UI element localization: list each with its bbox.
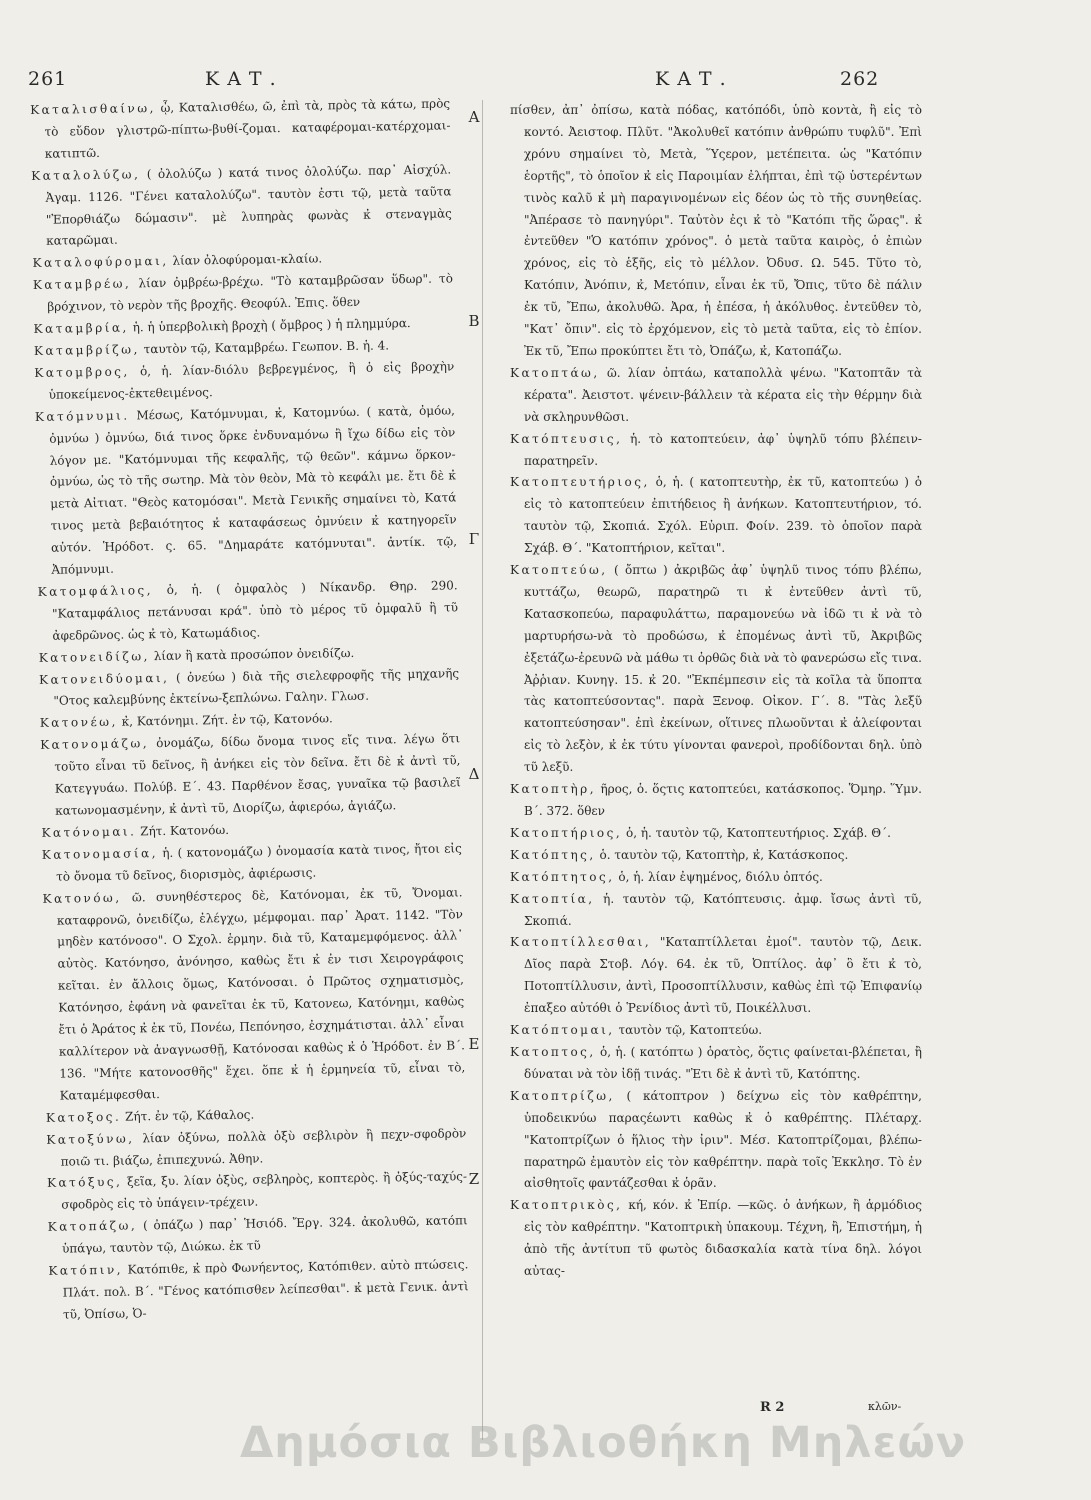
entry-headword: Κατόπτης,	[510, 847, 596, 862]
entry-definition: Μέσως, Κατόμνυμαι, κ̓, Κατομνύω. ( κατὰ, ὀμόω, ὀμνύω ) ὀμνύω, διά τινος ὅρκε ἐνδυναμόνω ἢ ἴχω δίδω εἰς τὸν λόγον με. "Κατόμνυμαι τῆς κεφαλῆς, τῷ θεῶν". κάμνω ὅρκον-ὀμνύω, ὡς τὸ τῆς σωτηρ. Μὰ τὸν θεὸν, Μὰ τὸ κεφάλι με. ἔτι δὲ κ̓ μετὰ Αἰτιατ. "Θεὸς κατομόσαι". Μετὰ Γενικῆς σημαίνει τὸ, Κατά τινος μετὰ βεβαιότητος κ̓ καταφάσεως ὀμνύειν κ̓ κατηγορεῖν αὐτόν. Ἡρόδοτ. ς. 65. "Δημαράτε κατόμνυται". ἀντίκ. τῷ, Ἀπόμνυμι.	[49, 403, 458, 577]
entry-headword: Κατοπτρίζω,	[510, 1088, 615, 1103]
dictionary-entry	[510, 560, 922, 779]
entry-headword: Καταμβρέω,	[32, 276, 132, 293]
entry-definition: ( ὀπάζω ) παρ᾽ Ἡσιόδ. Ἔργ. 324. ἀκολυθῶ, κατόπι ὑπάγω, ταυτὸν τῷ, Διώκω. ἐκ τῦ	[61, 1213, 468, 1256]
entry-headword: Κατοπτίλλεσθαι,	[510, 935, 652, 950]
entry-definition: ὁ, ἡ. ( κατόπτω ) ὁρατὸς, ὅςτις φαίνεται-βλέπεται, ἢ δύναται νὰ τὸν ἰδῇ τινάς. "Ἐτι δὲ κ̓ ἀντὶ τῦ, Κατόπτης.	[524, 1044, 922, 1081]
entry-headword: Κατονομάζω,	[40, 736, 150, 753]
entry-headword: Καταλισθαίνω,	[30, 101, 157, 117]
entry-headword: Καταμβρία,	[33, 320, 129, 337]
entry-headword: Κατονέω,	[39, 715, 118, 731]
entry-headword: Κατοξύνω,	[46, 1131, 135, 1147]
entry-headword: Κατοπτρικὸς,	[510, 1198, 623, 1213]
dictionary-entry	[510, 363, 922, 429]
entry-headword: Κατονειδύομαι,	[38, 670, 170, 687]
entry-definition: ἡ. τὸ κατοπτεύειν, ἀφ᾽ ὑψηλῦ τόπυ βλέπειν-παρατηρεῖν.	[524, 431, 922, 468]
entry-headword: Κατόπτητος,	[510, 869, 615, 884]
dictionary-entry	[33, 269, 454, 319]
entry-definition: ῶ. λίαν ὀπτάω, καταπολλὰ ψένω. "Κατοπτᾶν τὰ κέρατα". Ἀειστοτ. ψένειν-βάλλειν τὰ κέρατα εἰς τὴν θέρμην διὰ νὰ σκληρυνθῶσι.	[524, 365, 922, 424]
margin-section-letter: Β	[468, 312, 480, 330]
entry-headword: Κατόπτομαι,	[510, 1023, 615, 1038]
page-number-left: 261	[28, 68, 68, 90]
dictionary-entry	[510, 932, 922, 1020]
entry-definition: λίαν ἢ κατὰ προσώπον ὀνειδίζω.	[153, 645, 355, 663]
dictionary-entry	[510, 1020, 922, 1042]
entry-definition: ὀνομάζω, δίδω ὄνομα τινος εἴς τινα. λέγω ὅτι τοῦτο εἶναι τῦ δεῖνος, ἢ ἀνήκει εἰς τὸν δεῖνα. ἔτι δὲ κ̓ ἀντὶ τῦ, Κατεγγυάω. Πολύβ. Ε΄. 43. Παρθένον ἔσας, γυναῖκα τῷ βασιλεῖ κατωνομασμένην, κ̓ ἀντὶ τῦ, Διορίζω, ἀφιερόω, ἀγιάζω.	[54, 731, 461, 818]
entry-definition: ταυτὸν τῷ, Καταμβρέω. Γεωπον. Β. ἡ. 4.	[143, 338, 390, 357]
dictionary-entry	[48, 1210, 469, 1260]
entry-definition: ( ὀνεύω ) διὰ τῆς σιελεφροφῆς τῆς μηχανῆς "Οτος καλεμβύνης ἐκτείνω-ξεπλώνω. Γαλην. Γλωσ.	[53, 665, 460, 709]
signature-mark: R 2	[760, 1400, 785, 1415]
margin-section-letter: Γ	[468, 530, 480, 548]
dictionary-entry	[31, 159, 452, 253]
entry-headword: Κατόνομαι.	[41, 824, 137, 840]
entry-headword: Κατοπτος,	[510, 1044, 596, 1059]
dictionary-entry	[48, 1254, 469, 1326]
entry-definition: ( ὄπτω ) ἀκριβῶς ἀφ᾽ ὑψηλῦ τινος τόπυ βλέπω, κυττάζω, θεωρῶ, παρατηρῶ τι κ̓ ἐντεῦθεν ἀντὶ τῦ, Κατασκοπεύω, παραφυλάττω, παραμονεύω νὰ ἰδῶ τι κ̓ νὰ τὸ μαρτυρήσω-νὰ τὸ προδώσω, κ̓ ἐπομένως ἀντὶ τῦ, Ἀκριβῶς ἐξετάζω-ἐρευνῶ νὰ μάθω τι ὀρθῶς διὰ νὰ τὸ φανερώσω εἴς τινα. Ἀῤῥιαν. Κυνηγ. 15. κ̓ 20. "Ἐκπέμπεσιν εἰς τὰ κοῖλα τὰ ὕποπτα τὰς κατοπτεύσοντας". παρὰ Ξενοφ. Οἰκον. Γ΄. 8. "Τὰς λεξῦ κατοπτεύσησαν". ἐπὶ ἐκείνων, οἵτινες πλωοῦνται κ̓ ἀλείφονται εἰς τὸ λεξὸν, κ̓ ἐκ τύτυ γίνονται φανεροὶ, προδίδονται δηλ. ὑπὸ τῦ λεξῦ.	[524, 563, 922, 775]
entry-definition: ἡ. ἡ ὑπερβολικὴ βροχὴ ( ὄμβρος ) ἡ πλημμύρα.	[132, 316, 411, 335]
margin-section-letter: Ζ	[468, 1170, 480, 1188]
running-head-right: ΚΑΤ.	[655, 68, 734, 90]
dictionary-entry	[510, 1086, 922, 1196]
entry-definition: πίσθεν, ἀπ᾽ ὀπίσω, κατὰ πόδας, κατόπόδι, ὑπὸ κοντὰ, ἢ εἰς τὸ κοντό. Ἀειστοφ. Πλῦτ. "Ἀκολυθεῖ κατόπιν ἀνθρώπυ τυφλῦ". Ἐπὶ χρόνυ σημαίνει τὸ, Μετὰ, Ὕςερον, μετέπειτα. ὡς "Κατόπιν ἑορτῆς", τὸ ὁποῖον κ̓ εἰς Παροιμίαν ἐλήπται, ἐπὶ τῷ ὑστερέντων τινὸς καλῦ κ̓ μὴ παραγινομένων εἰς δέον ὡς τὸ τῆς συνηθείας. "Ἀπέρασε τὸ πανηγύρι". Ταὐτὸν ἐςι κ̓ τὸ "Κατόπι τῆς ὥρας". κ̓ ἐντεῦθεν "Ὁ κατόπιν χρόνος". ὁ μετὰ ταῦτα καιρὸς, ὁ ἐπιὼν χρόνος, εἰς τὸ ἑξῆς, εἰς τὸ μέλλον. Ὀδυσ. Ω. 545. Τῦτο τὸ, Κατόπιν, Ἀνόπιν, κ̓, Μετόπιν, εἶναι ἐκ τῦ, Ὄπις, τῦτο δὲ πάλιν ἐκ τῦ, Ἔπω, ἀκολυθῶ. Ἀρα, ἡ ἐπέσα, ἡ ἀκόλυθος. ἐντεῦθεν τὸ, "Κατ᾽ ὄπιν". εἰς τὸ ἐρχόμενον, εἰς τὸ μετὰ ταῦτα, εἰς τὸ ἐπίον. Ἐκ τῦ, Ἔπω προκύπτει ἔτι τὸ, Ὀπάζω, κ̓, Κατοπάζω.	[510, 103, 922, 358]
margin-section-letter: Ε	[468, 1035, 480, 1053]
dictionary-entry	[510, 429, 922, 473]
entry-definition: ( ὀλολύζω ) κατά τινος ὀλολύζω. παρ᾽ Αἰσχύλ. Ἀγαμ. 1126. "Γένει καταλολύζω". ταυτὸν ἐστι τῷ, μετὰ ταῦτα "Ἐπορθιάζω δώμασιν". μὲ λυπηρὰς φωνὰς κ̓ στεναγμὰς καταρῶμαι.	[45, 162, 452, 249]
entry-definition: ὁ, ἡ. ( ὀμφαλὸς ) Νίκανδρ. Θηρ. 290. "Καταμφάλιος πετάνυσαι κρά". ὑπὸ τὸ μέρος τῦ ὀμφαλῦ ἢ τῦ ἀφεδρῶνος. ὡς κ̓ τὸ, Κατωμάδιος.	[51, 578, 459, 643]
entry-definition: ῶ. συνηθέστερος δὲ, Κατόνομαι, ἐκ τῦ, Ὄνομαι. καταφρονῶ, ὀνειδίζω, ἐλέγχω, μέμφομαι. παρ᾽ Ἀρατ. 1142. "Τὸν μηδὲν κατόνοσο". Ο Σχολ. ἑρμην. διὰ τῦ, Καταμεμφόμενος. ἀλλ᾽ αὐτὸς. Κατόνησο, ἀνόνησο, καθὼς ἔτι κ̓ ἐν τισι Χειρογράφοις κεῖται. ἐν ἄλλοις ὅμως, Κατόνοσαι. ὁ Πρῶτος σχηματισμὸς, Κατόνησο, ἐφάνη νὰ φανεῖται ἐκ τῦ, Κατονεω, Κατόνημι, καθὼς ἔτι ὁ Ἀράτος κ̓ ἐκ τῦ, Πονέω, Πεπόνησο, ἐσχημάτισται. ἀλλ᾽ εἶναι καλλίτερον νὰ ἀναγνωσθῇ, Κατόνοσαι καθὼς κ̓ ὁ Ἡρόδοτ. ἐν Β΄. 136. "Μήτε κατονοσθῆς" ἔχει. ὅπε κ̓ ἡ ἑρμηνεία τῦ, εἶναι τὸ, Καταμέμφεσθαι.	[56, 884, 466, 1103]
entry-definition: "Καταπτίλλεται ἐμοί". ταυτὸν τῷ, Δεικ. Δῖος παρὰ Στοβ. Λόγ. 64. ἐκ τῦ, Ὀπτίλος. ἀφ᾽ ὃ ἔτι κ̓ τὸ, Ποτοπτίλλυσιν, ἀντὶ, Προσοπτίλλυσιν, καθὼς ἐπὶ τῷ Ἐπιφανίῳ ἐπαξεο αὐτόθι ὁ Ῥενίδιος ἀντὶ τῦ, Ποικέλλυσι.	[524, 935, 922, 1016]
entry-headword: Κατόμνυμι.	[34, 408, 130, 424]
dictionary-entry	[46, 1123, 467, 1173]
dictionary-entry	[510, 823, 922, 845]
margin-section-letter: Δ	[468, 765, 480, 783]
entry-definition: Ζήτ. ἐν τῷ, Κάθαλος.	[125, 1107, 255, 1124]
dictionary-entry	[510, 1195, 922, 1283]
entry-definition: ταυτὸν τῷ, Κατοπτεύω.	[618, 1023, 763, 1038]
entry-definition: ὁ. ταυτὸν τῷ, Κατοπτὴρ, κ̓, Κατάσκοπος.	[599, 847, 849, 862]
entry-headword: Κατονομασία,	[41, 845, 159, 862]
dictionary-entry	[30, 93, 451, 165]
entry-definition: ὁ, ἡ. ( κατοπτευτὴρ, ἐκ τῦ, κατοπτεύω ) ὁ εἰς τὸ κατοπτεύειν ἐπιτήδειος ἢ ἀνήκων. Κατοπτευτήριον, τό. ταυτὸν τῷ, Σκοπιά. Σχόλ. Εὐριπ. Φοίν. 239. τὸ ὁποῖον παρὰ Σχάβ. Θ΄. "Κατοπτήριον, κεῖται".	[524, 475, 922, 556]
entry-definition: ( κάτοπτρον ) δείχνω εἰς τὸν καθρέπτην, ὑποδεικνύω παραςέωντι καθὼς κ̓ ὁ καθρέπτης. Πλέταρχ. "Κατοπτρίζων ὁ ἥλιος τὴν ἰριν". Μέσ. Κατοπτρίζομαι, βλέπω-παρατηρῶ ἐμαυτὸν εἰς τὸν καθρέπτην. παρὰ τοῖς Ἐκκλησ. Τὸ ἐν αἰσθητοῖς φαντάζεσθαι κ̓ ὁρᾶν.	[524, 1088, 922, 1191]
entry-definition: κή, κόν. κ̓ Ἐπίρ. —κῶς. ὁ ἀνήκων, ἢ ἁρμόδιος εἰς τὸν καθρέπτην. "Κατοπτρικὴ ὑπακουμ. Τέχνη, ἢ, Ἐπιστήμη, ἡ ἀπὸ τῆς ἀντίτυπ τῦ φωτὸς διδασκαλία κατὰ τίνα δηλ. λόγοι αὐτας-	[524, 1198, 922, 1279]
entry-definition: ὁ, ἡ. λίαν-διόλυ βεβρεγμένος, ἢ ὁ εἰς βροχὴν ὑποκείμενος-ἐκτεθειμένος.	[48, 359, 455, 402]
entry-headword: Κατοπτὴρ,	[510, 782, 597, 797]
dictionary-entry	[40, 729, 461, 823]
entry-headword: Κατοπτήριος,	[510, 825, 623, 840]
catchword: κλῶν-	[868, 1400, 902, 1413]
entry-definition: Κατόπιθε, κ̓ πρὸ Φωνήεντος, Κατόπιθεν. αὐτὸ πτώσεις. Πλάτ. πολ. Β΄. "Γένος κατόπισθεν λείπεσθαι". κ̓ μετὰ Γενικ. ἀντὶ τῦ, Ὀπίσω, Ὀ-	[62, 1257, 469, 1322]
entry-definition: Ζήτ. Κατονόω.	[140, 822, 230, 839]
entry-headword: Κατομφάλιος,	[37, 583, 154, 599]
entry-definition: κ̓, Κατόνημι. Ζήτ. ἐν τῷ, Κατονόω.	[121, 711, 333, 730]
dictionary-entry	[47, 1167, 468, 1217]
entry-headword: Κατομβρος,	[34, 364, 130, 380]
dictionary-entry	[510, 1042, 922, 1086]
running-head-left: ΚΑΤ.	[205, 68, 284, 90]
dictionary-entry	[35, 400, 458, 582]
entry-definition: ῆρος, ὁ. ὅςτις κατοπτεύει, κατάσκοπος. Ὅμηρ. Ὕμν. Β΄. 372. ὅθεν	[524, 782, 922, 818]
entry-headword: Κατοπτεύω,	[510, 563, 608, 578]
entry-headword: Κατοπάζω,	[47, 1218, 138, 1235]
dictionary-entry	[510, 845, 922, 867]
dictionary-entry	[38, 575, 459, 647]
entry-headword: Κατοπτία,	[510, 891, 595, 906]
entry-headword: Καταμβρίζω,	[33, 342, 140, 358]
right-column	[510, 100, 922, 1440]
entry-headword: Κατόπιν,	[48, 1262, 124, 1278]
dictionary-entry	[510, 889, 922, 933]
dictionary-entry	[510, 779, 922, 823]
entry-definition: ὁ, ἡ. ταυτὸν τῷ, Κατοπτευτήριος. Σχάβ. Θ΄.	[626, 825, 891, 840]
entry-definition: λίαν ὀξύνω, πολλὰ ὀξὺ σεβλιρὸν ἢ πεχν-σφοδρὸν ποιῶ τι. βιάζω, ἐπιπεχυνώ. Ἀθην.	[60, 1125, 467, 1169]
entry-definition: λίαν ὀλοφύρομαι-κλαίω.	[172, 251, 323, 269]
margin-letters	[462, 0, 486, 1500]
entry-definition: λίαν ὀμβρέω-βρέχω. "Τὸ καταμβρῶσαν ὕδωρ". τὸ βρόχινον, τὸ νερὸν τῆς βροχῆς. Θεοφύλ. Ἐπις. ὅθεν	[47, 271, 453, 314]
dictionary-entry	[39, 663, 460, 713]
entry-headword: Καταλοφύρομαι,	[32, 254, 169, 271]
margin-section-letter: Α	[468, 108, 480, 126]
entry-headword: Κατόξυς,	[46, 1175, 123, 1191]
entry-headword: Καταλολύζω,	[31, 166, 141, 183]
dictionary-entry	[510, 100, 922, 363]
dictionary-entry	[510, 472, 922, 560]
entry-definition: ἡ. ( κατονομάζω ) ὀνομασία κατὰ τινος, ἤτοι εἰς τὸ ὄνομα τῦ δεῖνος, διορισμὸς, ἀφιέρωσις.	[56, 841, 462, 884]
entry-headword: Κατοξος.	[45, 1109, 122, 1125]
entry-headword: Κατοπτάω,	[510, 365, 600, 380]
entry-definition: ἡ. ταυτὸν τῷ, Κατόπτευσις. ἀμφ. ἴσως ἀντὶ τῦ, Σκοπιά.	[524, 891, 922, 928]
dictionary-entry	[510, 867, 922, 889]
dictionary-entry	[42, 838, 463, 888]
entry-headword: Κατόπτευσις,	[510, 431, 623, 446]
entry-definition: ξεῖα, ξυ. λίαν ὀξὺς, σεβληρὸς, κοπτερὸς. ἢ ὀξύς-ταχύς-σφοδρὸς εἰς τὸ ὑπάγειν-τρέχειν.	[61, 1169, 468, 1212]
entry-headword: Κατοπτευτήριος,	[510, 475, 650, 490]
entry-headword: Κατονειδίζω,	[38, 648, 151, 665]
dictionary-entry	[34, 356, 455, 406]
entry-headword: Κατονόω,	[42, 890, 122, 906]
library-watermark: Δημόσια Βιβλιοθήκη Μηλεών	[240, 1418, 967, 1468]
entry-definition: ὁ, ἡ. λίαν ἐψημένος, διόλυ ὀπτός.	[618, 869, 823, 884]
entry-definition: ᾦ, Καταλισθέω, ῶ, ἐπὶ τὰ, πρὸς τὰ κάτω, πρὸς τὸ εὔδον γλιστρῶ-πίπτω-βυθί-ζομαι. καταφέρομαι-κατέρχομαι-κατιπτῶ.	[44, 96, 451, 161]
dictionary-entry	[42, 882, 465, 1108]
left-column	[30, 93, 471, 1439]
page-number-right: 262	[840, 68, 880, 90]
